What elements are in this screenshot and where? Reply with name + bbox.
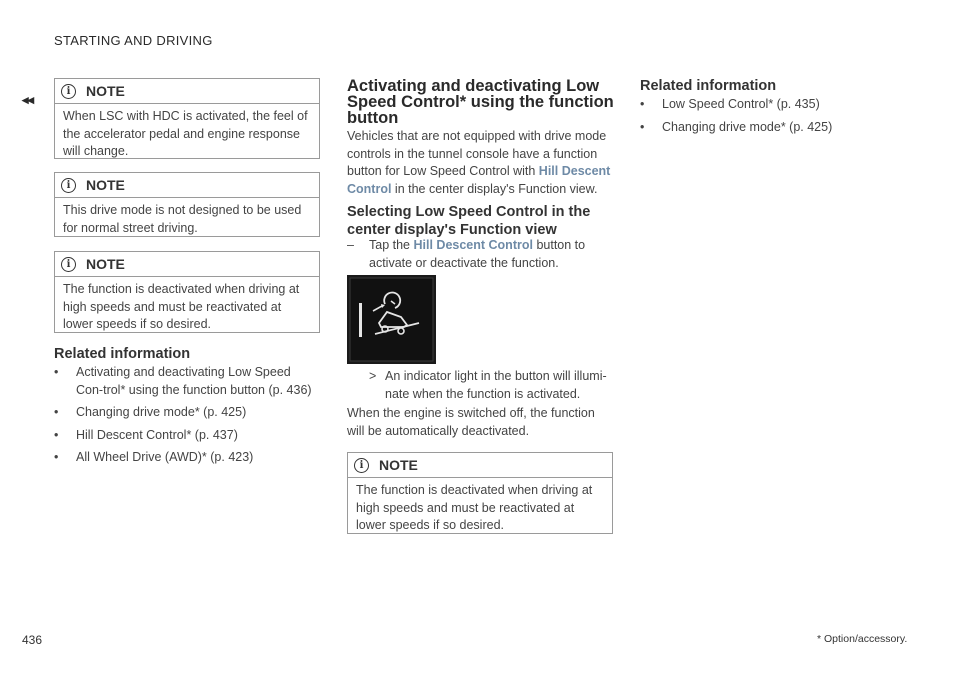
note-box [54,78,320,159]
bullet-icon: • [54,427,59,442]
hill-descent-control-term: Hill Descent Control [413,238,533,252]
related-link[interactable]: • Activating and deactivating Low Speed Con-trol* using the function button (p. 436) [54,365,312,397]
note-box [54,172,320,237]
hill-descent-control-term: Hill Descent Control [347,164,611,196]
step-item: – Tap the Hill Descent Control button to activate or deactivate the function. [347,238,586,270]
subsection-title: Selecting Low Speed Control in the center display's Function view [347,204,591,238]
note-box [347,452,613,534]
note-body: The function is deactivated when driving at high speeds and must be reactivated at lower speeds if so desired. [63,282,300,331]
paragraph: When the engine is switched off, the function will be automatically deactivated. [347,406,595,438]
hill-descent-control-button-icon [347,275,436,364]
page-header-section: STARTING AND DRIVING [54,33,213,48]
info-icon: i [61,178,76,193]
info-icon: i [61,84,76,99]
note-title: NOTE [379,457,418,473]
bullet-icon: • [54,405,59,419]
bullet-icon: • [640,97,645,111]
result-item: > An indicator light in the button will illumi-nate when the function is activated. [369,369,607,401]
note-title: NOTE [86,177,125,193]
note-title: NOTE [86,256,125,272]
bullet-icon: • [640,119,645,134]
note-body: This drive mode is not designed to be used for normal street driving. [63,203,302,235]
bullet-icon: • [54,450,59,464]
related-links-list [640,96,910,141]
related-link[interactable]: • All Wheel Drive (AWD)* (p. 423) [54,449,320,467]
section-title: Activating and deactivating Low Speed Control* using the function button [347,77,614,127]
continued-from-previous-page-mark: ◂◂ [22,92,34,107]
related-link[interactable]: • Changing drive mode* (p. 425) [640,119,910,137]
result-mark: > [369,369,377,383]
step-dash: – [347,238,354,252]
related-link[interactable]: • Hill Descent Control* (p. 437) [54,427,320,445]
info-icon: i [354,458,369,473]
note-body: When LSC with HDC is activated, the feel of the accelerator pedal and engine response will change. [63,109,308,158]
info-icon: i [61,257,76,272]
note-box [54,251,320,333]
page-number: 436 [22,633,43,647]
related-link[interactable]: • Changing drive mode* (p. 425) [54,404,320,422]
related-information-heading: Related information [640,78,777,94]
note-title: NOTE [86,83,125,99]
hill-descent-control-button-image [347,275,436,364]
option-accessory-footnote: * Option/accessory. [817,633,908,645]
note-body: The function is deactivated when driving at high speeds and must be reactivated at lower speeds if so desired. [356,483,593,532]
bullet-icon: • [54,365,59,379]
related-links-list [54,364,320,472]
intro-paragraph: Vehicles that are not equipped with drive mode controls in the tunnel console have a function button for Low Speed Control with Hill Descent Control in the center display's Function view. [347,129,611,196]
related-information-heading: Related information [54,346,191,362]
related-link[interactable]: • Low Speed Control* (p. 435) [640,96,910,114]
